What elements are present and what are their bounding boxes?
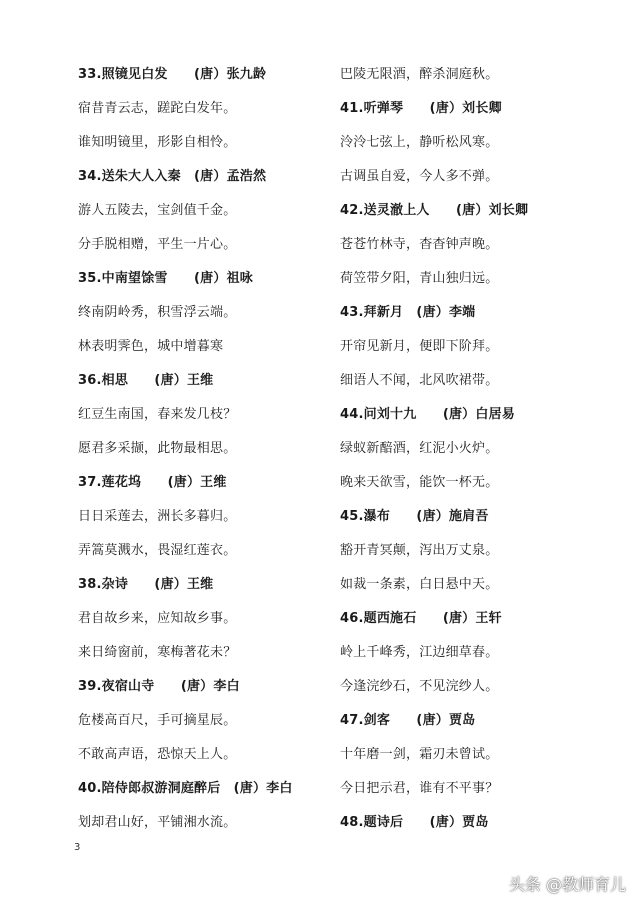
poem-verse: 终南阴岭秀，积雪浮云端。	[78, 305, 237, 320]
poem-verse: 今逢浣纱石，不见浣纱人。	[340, 679, 499, 694]
right-column	[340, 58, 600, 840]
poem-title: 47.剑客 (唐）贾岛	[340, 713, 476, 728]
poem-verse: 绿蚁新醅酒，红泥小火炉。	[340, 441, 499, 456]
poem-verse: 晚来天欲雪，能饮一杯无。	[340, 475, 499, 490]
poem-title: 43.拜新月 (唐）李端	[340, 305, 476, 320]
poem-title: 40.陪侍郎叔游洞庭醉后 (唐）李白	[78, 781, 293, 796]
poem-title: 42.送灵澈上人 (唐）刘长卿	[340, 203, 529, 218]
poem-verse: 豁开青冥颠，泻出万丈泉。	[340, 543, 499, 558]
poem-verse: 巴陵无限酒，醉杀洞庭秋。	[340, 67, 499, 82]
poem-verse: 危楼高百尺，手可摘星辰。	[78, 713, 237, 728]
poem-title: 35.中南望馀雪 (唐）祖咏	[78, 271, 253, 286]
poem-title: 45.瀑布 (唐）施肩吾	[340, 509, 489, 524]
poem-verse: 宿昔青云志，蹉跎白发年。	[78, 101, 237, 116]
poem-verse: 不敢高声语，恐惊天上人。	[78, 747, 237, 762]
poem-title: 48.题诗后 (唐）贾岛	[340, 815, 489, 830]
watermark: 头条 @教师育儿	[508, 875, 626, 894]
poem-verse: 泠泠七弦上，静听松风寒。	[340, 135, 499, 150]
poem-verse: 来日绮窗前，寒梅著花未？	[78, 645, 237, 660]
poem-title: 34.送朱大人入秦 (唐）孟浩然	[78, 169, 267, 184]
poem-verse: 谁知明镜里，形影自相怜。	[78, 135, 237, 150]
poem-verse: 苍苍竹林寺，杳杳钟声晚。	[340, 237, 499, 252]
poem-verse: 林表明霁色，城中增暮寒	[78, 339, 224, 354]
poem-verse: 游人五陵去，宝剑值千金。	[78, 203, 237, 218]
poem-title: 46.题西施石 (唐）王轩	[340, 611, 502, 626]
poem-title: 36.相思 (唐）王维	[78, 373, 214, 388]
poem-verse: 古调虽自爱，今人多不弹。	[340, 169, 499, 184]
poem-verse: 红豆生南国，春来发几枝？	[78, 407, 237, 422]
poem-title: 33.照镜见白发 (唐）张九龄	[78, 67, 267, 82]
poem-title: 37.莲花坞 (唐）王维	[78, 475, 227, 490]
poem-verse: 岭上千峰秀，江边细草春。	[340, 645, 499, 660]
poem-verse: 如裁一条素，白日悬中天。	[340, 577, 499, 592]
poem-verse: 分手脱相赠，平生一片心。	[78, 237, 237, 252]
poem-title: 38.杂诗 (唐）王维	[78, 577, 214, 592]
poem-verse: 开帘见新月，便即下阶拜。	[340, 339, 499, 354]
poem-verse: 细语人不闻，北风吹裙带。	[340, 373, 499, 388]
poem-verse: 君自故乡来，应知故乡事。	[78, 611, 237, 626]
page-number: 3	[74, 842, 81, 853]
poem-verse: 弄篙莫溅水，畏湿红莲衣。	[78, 543, 237, 558]
poem-title: 39.夜宿山寺 (唐）李白	[78, 679, 240, 694]
poem-verse: 划却君山好，平铺湘水流。	[78, 815, 237, 830]
poem-verse: 十年磨一剑，霜刃未曾试。	[340, 747, 499, 762]
poem-verse: 日日采莲去，洲长多暮归。	[78, 509, 237, 524]
poem-title: 41.听弹琴 (唐）刘长卿	[340, 101, 502, 116]
poem-verse: 荷笠带夕阳，青山独归远。	[340, 271, 499, 286]
left-column	[78, 58, 338, 840]
poem-title: 44.问刘十九 (唐）白居易	[340, 407, 515, 422]
poem-verse: 今日把示君，谁有不平事？	[340, 781, 499, 796]
poem-verse: 愿君多采撷，此物最相思。	[78, 441, 237, 456]
